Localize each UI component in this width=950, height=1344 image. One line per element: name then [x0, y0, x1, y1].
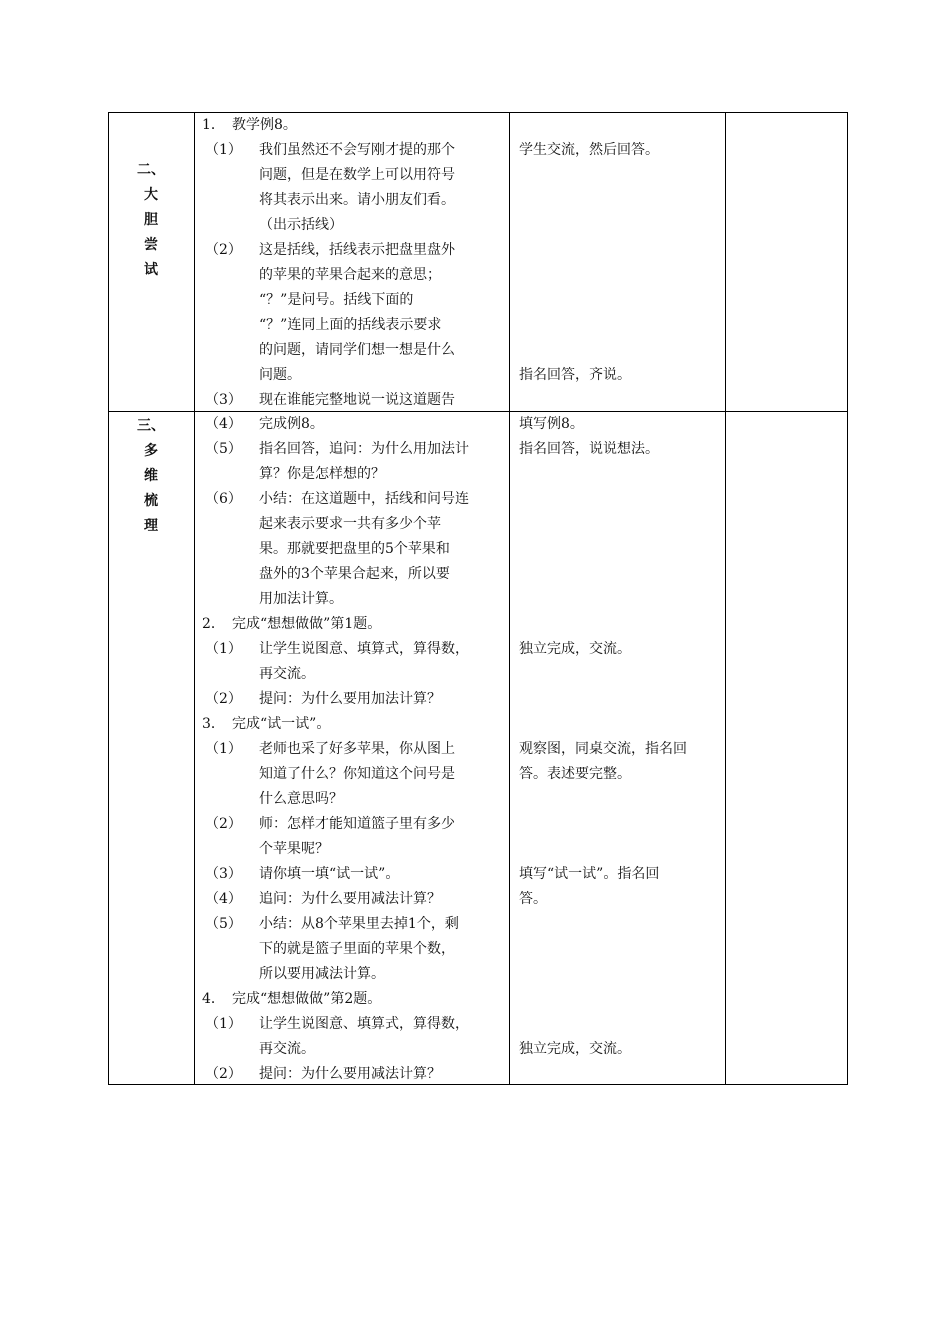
section-char: 多 — [144, 443, 158, 459]
teacher-text-line: 个苹果呢？ — [259, 841, 329, 857]
teacher-text-line: 追问：为什么要用减法计算？ — [259, 891, 441, 907]
section-label-3 — [108, 414, 194, 539]
teacher-text-line: 老师也采了好多苹果，你从图上 — [259, 741, 455, 757]
teacher-text-line: 果。那就要把盘里的5个苹果和 — [259, 541, 450, 557]
teacher-text-line: 小结：在这道题中，括线和问号连 — [259, 491, 469, 507]
item-number: （2） — [205, 691, 242, 707]
student-activity-line: 指名回答，齐说。 — [519, 367, 631, 383]
teacher-text-line: 师：怎样才能知道篮子里有多少 — [259, 816, 455, 832]
teacher-text-line: 小结：从8个苹果里去掉1个，剩 — [259, 916, 459, 932]
teacher-text-line: 指名回答，追问：为什么用加法计 — [259, 441, 469, 457]
item-number: （5） — [205, 916, 242, 932]
teacher-text-line: 问题。 — [259, 367, 301, 383]
column-divider-2 — [509, 112, 510, 1085]
teacher-text-line: 再交流。 — [259, 666, 315, 682]
teacher-text-line: 所以要用减法计算。 — [259, 966, 385, 982]
student-activity-line: 独立完成，交流。 — [519, 1041, 631, 1057]
teacher-text-line: 完成例8。 — [259, 416, 324, 432]
section-char: 大 — [144, 187, 158, 203]
teacher-text-line: “？”连同上面的括线表示要求 — [259, 317, 442, 333]
teacher-text-line: 教学例8。 — [232, 117, 297, 133]
teacher-text-line: 的苹果的苹果合起来的意思； — [259, 267, 441, 283]
item-number: （2） — [205, 242, 242, 258]
item-number: 3． — [202, 716, 225, 732]
section-number: 三、 — [137, 418, 165, 434]
student-activity-line: 学生交流，然后回答。 — [519, 142, 659, 158]
column-divider-3 — [725, 112, 726, 1085]
teacher-text-line: 完成“试一试”。 — [232, 716, 331, 732]
item-number: （3） — [205, 392, 242, 408]
column-divider-1 — [194, 112, 195, 1085]
teacher-text-line: 提问：为什么要用加法计算？ — [259, 691, 441, 707]
item-number: （1） — [205, 641, 242, 657]
lesson-plan-table — [108, 112, 848, 1085]
teacher-text-line: 将其表示出来。请小朋友们看。 — [259, 192, 455, 208]
teacher-text-line: 再交流。 — [259, 1041, 315, 1057]
item-number: （1） — [205, 741, 242, 757]
item-number: 2． — [202, 616, 225, 632]
teacher-text-line: 我们虽然还不会写刚才提的那个 — [259, 142, 455, 158]
item-number: （4） — [205, 891, 242, 907]
teacher-text-line: 让学生说图意、填算式，算得数， — [259, 641, 469, 657]
student-activity-line: 指名回答，说说想法。 — [519, 441, 659, 457]
teacher-text-line: 算？你是怎样想的？ — [259, 466, 385, 482]
student-activity-line: 填写“试一试”。指名回 — [519, 866, 660, 882]
item-number: （1） — [205, 1016, 242, 1032]
teacher-text-line: 提问：为什么要用减法计算？ — [259, 1066, 441, 1082]
item-number: 1． — [202, 117, 225, 133]
student-activity-line: 答。 — [519, 891, 547, 907]
student-activity-line: 独立完成，交流。 — [519, 641, 631, 657]
section-char: 梳 — [144, 493, 158, 509]
section-char: 维 — [144, 468, 158, 484]
item-number: （2） — [205, 816, 242, 832]
section-char: 理 — [144, 518, 158, 534]
teacher-text-line: 什么意思吗？ — [259, 791, 343, 807]
item-number: （6） — [205, 491, 242, 507]
section-number: 二、 — [137, 162, 165, 178]
section-char: 尝 — [144, 237, 158, 253]
teacher-text-line: 知道了什么？你知道这个问号是 — [259, 766, 455, 782]
section-char: 胆 — [144, 212, 158, 228]
item-number: 4． — [202, 991, 225, 1007]
teacher-text-line: 盘外的3个苹果合起来，所以要 — [259, 566, 450, 582]
section-label-2 — [108, 158, 194, 283]
student-activity-line: 答。表述要完整。 — [519, 766, 631, 782]
item-number: （4） — [205, 416, 242, 432]
table-right-border — [847, 112, 848, 1085]
student-activity-line: 填写例8。 — [519, 416, 584, 432]
teacher-text-line: 问题，但是在数学上可以用符号 — [259, 167, 455, 183]
teacher-text-line: 起来表示要求一共有多少个苹 — [259, 516, 441, 532]
teacher-text-line: “？”是问号。括线下面的 — [259, 292, 414, 308]
item-number: （5） — [205, 441, 242, 457]
teacher-text-line: 请你填一填“试一试”。 — [259, 866, 400, 882]
teacher-text-line: 让学生说图意、填算式，算得数， — [259, 1016, 469, 1032]
section-char: 试 — [144, 262, 158, 278]
teacher-text-line: 这是括线，括线表示把盘里盘外 — [259, 242, 455, 258]
item-number: （1） — [205, 142, 242, 158]
student-activity-line: 观察图，同桌交流，指名回 — [519, 741, 687, 757]
teacher-text-line: 现在谁能完整地说一说这道题告 — [259, 392, 455, 408]
teacher-text-line: 的问题，请同学们想一想是什么 — [259, 342, 455, 358]
teacher-text-line: （出示括线） — [259, 217, 343, 233]
item-number: （3） — [205, 866, 242, 882]
teacher-text-line: 下的就是篮子里面的苹果个数， — [259, 941, 455, 957]
teacher-text-line: 用加法计算。 — [259, 591, 343, 607]
teacher-text-line: 完成“想想做做”第1题。 — [232, 616, 382, 632]
item-number: （2） — [205, 1066, 242, 1082]
teacher-text-line: 完成“想想做做”第2题。 — [232, 991, 382, 1007]
